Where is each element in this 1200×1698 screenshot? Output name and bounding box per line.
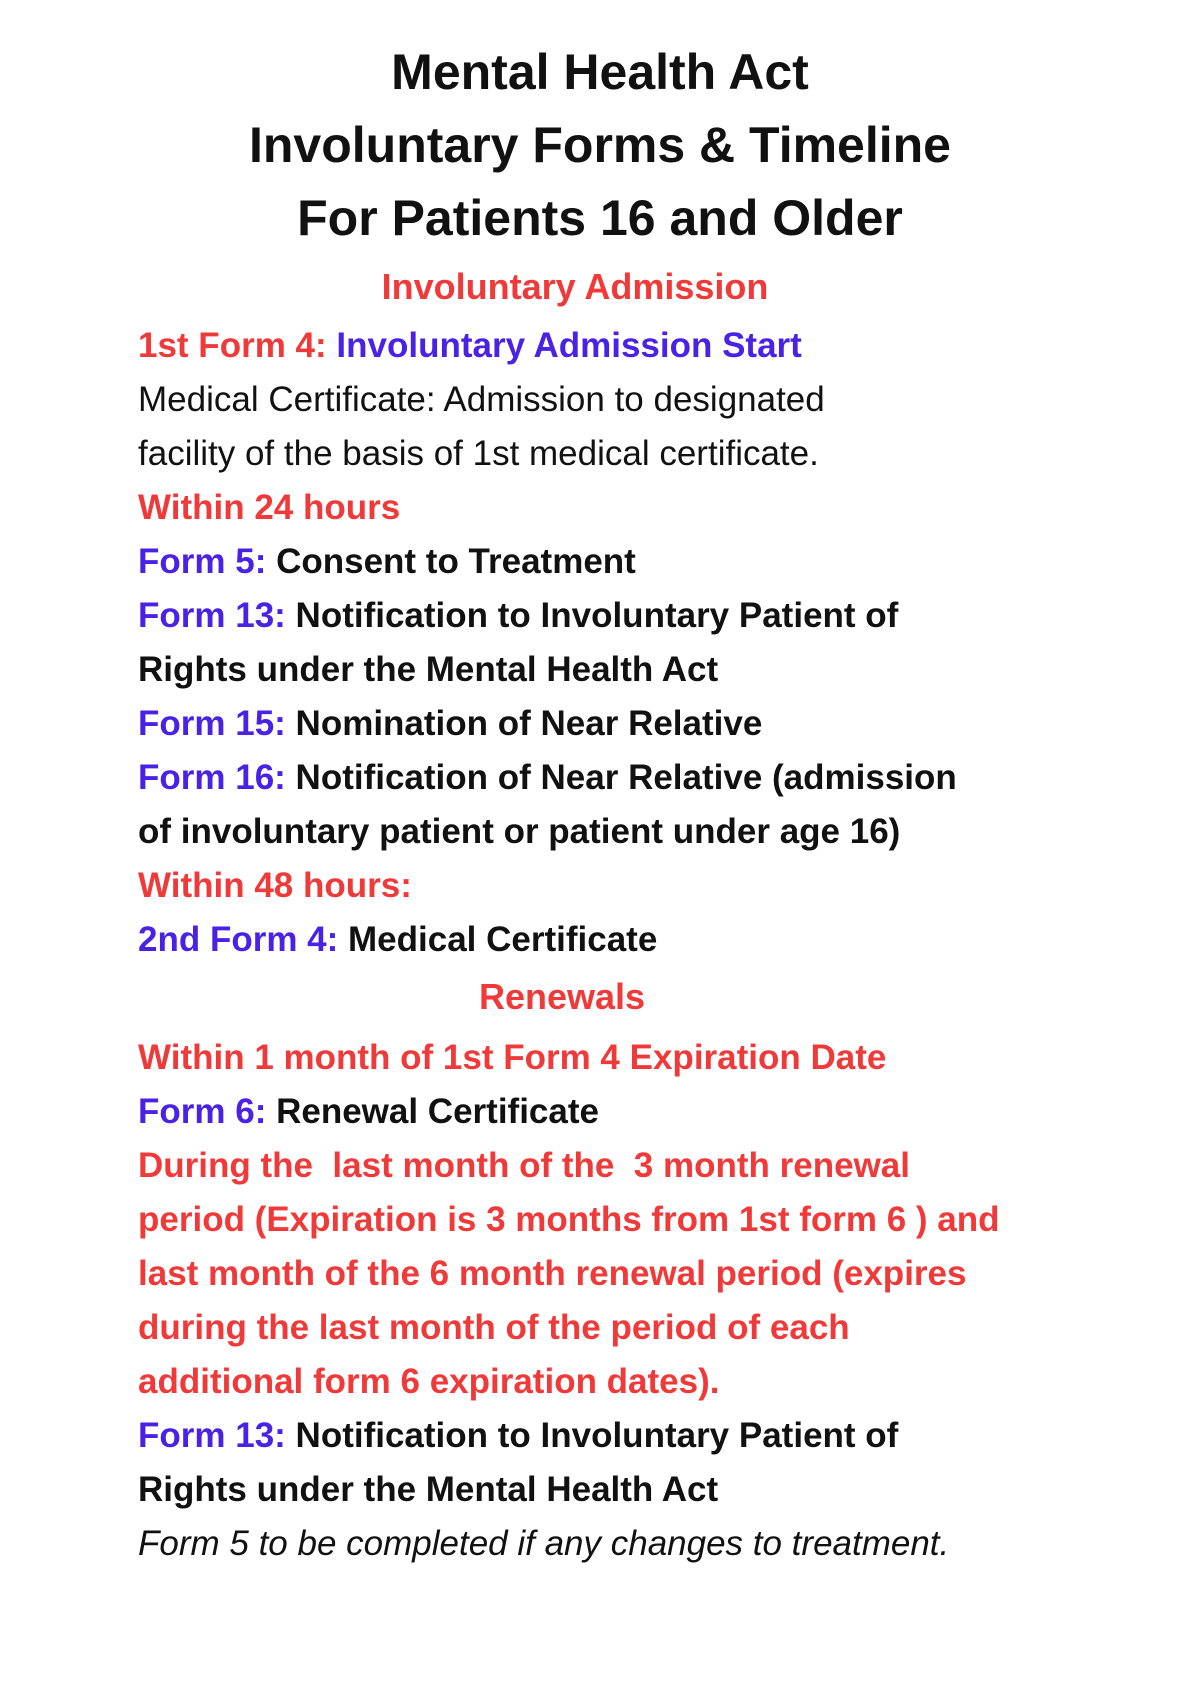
form6-label: Form 6:: [138, 1092, 277, 1131]
first-form4-desc-line1: Medical Certificate: Admission to designated: [138, 380, 825, 419]
title-line-1: Mental Health Act: [391, 44, 809, 100]
during-line-4: during the last month of the period of each: [138, 1308, 850, 1347]
first-form4-label: 1st Form 4:: [138, 326, 337, 365]
form13-label: Form 13:: [138, 596, 296, 635]
form15-label: Form 15:: [138, 704, 296, 743]
renewals-heading: Renewals: [478, 976, 646, 1017]
renewals-section: [0, 1031, 1098, 1571]
renewal-form13-line-1: [138, 1409, 1098, 1463]
form16-text-1: Notification of Near Relative (admission: [295, 758, 957, 797]
second-form4-label: 2nd Form 4:: [138, 920, 349, 959]
form15-text: Nomination of Near Relative: [295, 704, 763, 743]
first-form4-title: Involuntary Admission Start: [336, 326, 802, 365]
within-24-hours: Within 24 hours: [138, 488, 401, 527]
within-48-hours: Within 48 hours:: [138, 866, 412, 905]
form6-text: Renewal Certificate: [276, 1092, 599, 1131]
form15-line: [138, 697, 1098, 751]
form5-text: Consent to Treatment: [276, 542, 636, 581]
form13-text-2: Rights under the Mental Health Act: [138, 650, 719, 689]
document-title: [0, 0, 1200, 255]
form13-line-1: [138, 589, 1098, 643]
within-1-month: Within 1 month of 1st Form 4 Expiration Date: [138, 1038, 887, 1077]
renewal-form13-text-2: Rights under the Mental Health Act: [138, 1470, 719, 1509]
form5-note: Form 5 to be completed if any changes to treatment.: [138, 1524, 950, 1563]
admission-section: [0, 319, 1098, 967]
form5-line: [138, 535, 1098, 589]
involuntary-admission-heading: Involuntary Admission: [381, 266, 769, 307]
form13-text-1: Notification to Involuntary Patient of: [295, 596, 899, 635]
renewal-form13-label: Form 13:: [138, 1416, 296, 1455]
first-form4-desc-line2: facility of the basis of 1st medical certificate.: [138, 434, 819, 473]
during-line-1: During the last month of the 3 month renewal: [138, 1146, 910, 1185]
during-line-5: additional form 6 expiration dates).: [138, 1362, 720, 1401]
title-line-2: Involuntary Forms & Timeline: [248, 117, 951, 173]
form16-line-1: [138, 751, 1098, 805]
renewal-form13-text-1: Notification to Involuntary Patient of: [295, 1416, 899, 1455]
during-line-2: period (Expiration is 3 months from 1st form 6 ) and: [138, 1200, 1000, 1239]
during-line-3: last month of the 6 month renewal period (expires: [138, 1254, 967, 1293]
title-line-3: For Patients 16 and Older: [297, 190, 903, 246]
first-form4-line: [138, 319, 1098, 373]
form16-text-2: of involuntary patient or patient under age 16): [138, 812, 901, 851]
form16-label: Form 16:: [138, 758, 296, 797]
second-form4-line: [138, 913, 1098, 967]
form6-line: [138, 1085, 1098, 1139]
second-form4-text: Medical Certificate: [348, 920, 658, 959]
form5-label: Form 5:: [138, 542, 277, 581]
